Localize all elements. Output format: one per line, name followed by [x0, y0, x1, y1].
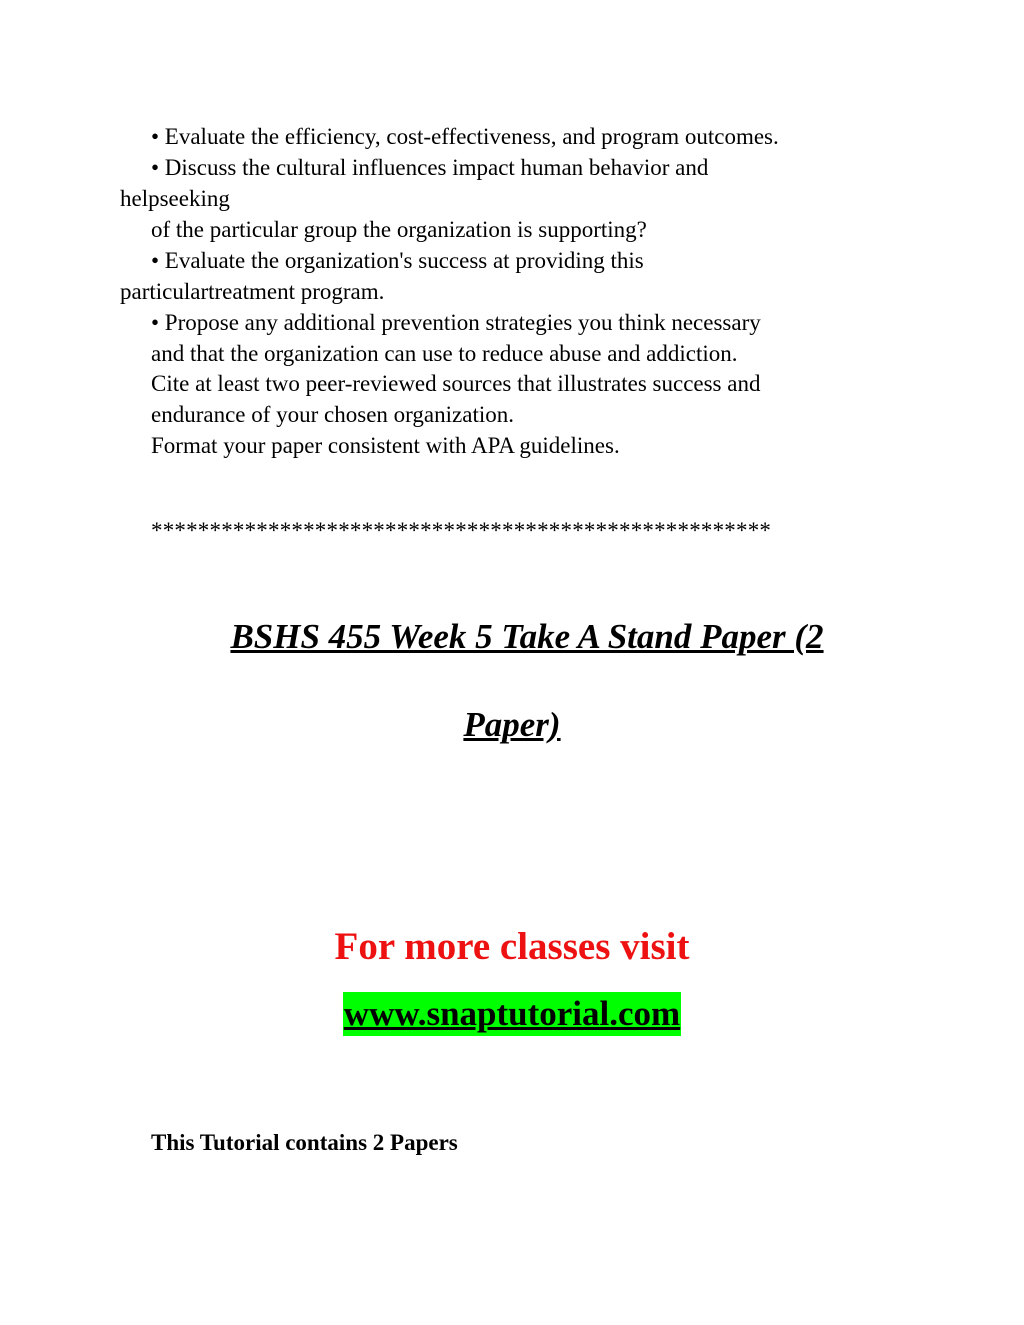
- body-line-propose-strategies: • Propose any additional prevention strategies you think necessary: [151, 310, 761, 335]
- promo-link-container: [0, 992, 1024, 1036]
- body-line-discuss-cultural: • Discuss the cultural influences impact human behavior and: [151, 155, 709, 180]
- body-line-cite-sources: Cite at least two peer-reviewed sources that illustrates success and: [151, 371, 761, 396]
- body-line-particular-group: of the particular group the organization is supporting?: [151, 217, 647, 242]
- body-line-evaluate-success: • Evaluate the organization's success at providing this: [151, 248, 644, 273]
- body-line-treatment-program: particulartreatment program.: [120, 279, 385, 304]
- tutorial-note: This Tutorial contains 2 Papers: [151, 1130, 458, 1155]
- body-line-reduce-abuse: and that the organization can use to reduce abuse and addiction.: [151, 341, 738, 366]
- separator-stars: *****************************************************: [151, 518, 772, 543]
- body-line-endurance: endurance of your chosen organization.: [151, 402, 514, 427]
- body-line-apa-format: Format your paper consistent with APA guidelines.: [151, 433, 620, 458]
- body-line-evaluate-efficiency: • Evaluate the efficiency, cost-effectiveness, and program outcomes.: [151, 124, 779, 149]
- snaptutorial-link[interactable]: www.snaptutorial.com: [343, 992, 681, 1036]
- body-line-helpseeking: helpseeking: [120, 186, 230, 211]
- document-title-line-1: BSHS 455 Week 5 Take A Stand Paper (2: [230, 617, 824, 656]
- document-title-line-2: Paper): [463, 705, 561, 744]
- promo-heading: For more classes visit: [334, 925, 690, 968]
